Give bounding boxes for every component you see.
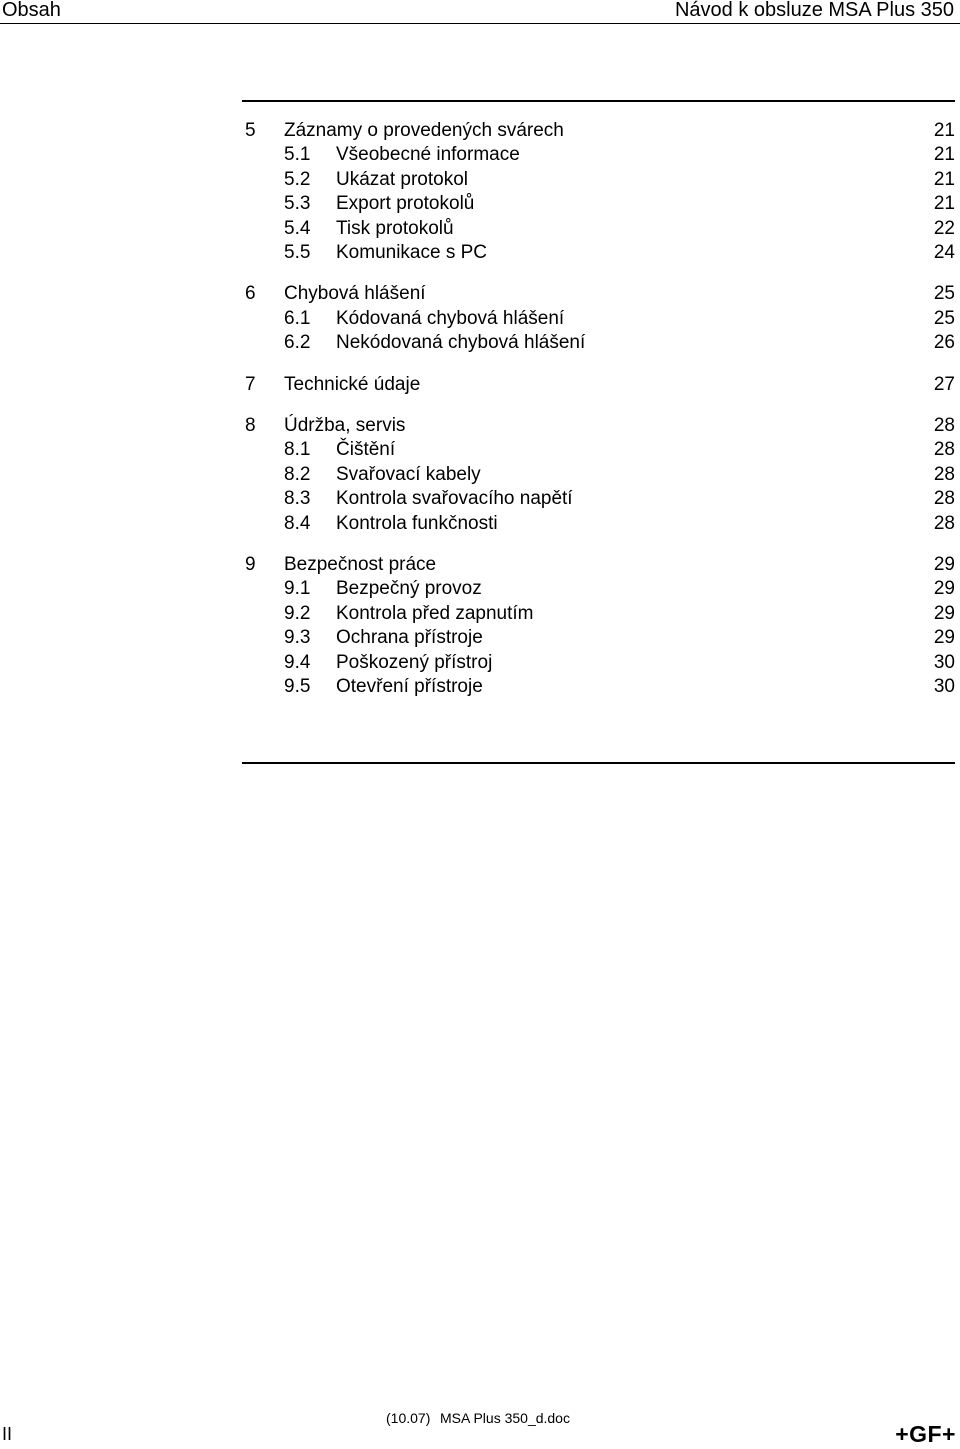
toc-entry-page: 22 [933,217,955,239]
toc-entry[interactable] [245,553,955,577]
toc-entry-page: 28 [933,415,955,436]
header-section-title: Obsah [2,0,61,21]
toc-entry[interactable] [245,438,955,462]
toc-entry[interactable] [245,307,955,331]
toc-entry-page: 29 [933,554,955,575]
toc-entry[interactable] [245,626,955,650]
toc-entry-number: 5.3 [284,193,311,215]
toc-entry-page: 21 [933,193,955,215]
toc-entry[interactable] [245,577,955,601]
gf-logo: +GF+ [895,1421,956,1447]
toc-entry[interactable] [245,463,955,487]
toc-entry-title: Otevření přístroje [336,676,483,697]
toc-entry-title: Poškozený přístroj [336,651,493,673]
toc-entry-page: 28 [933,463,955,485]
toc-entry-title: Kontrola svařovacího napětí [336,488,573,510]
toc-entry-title: Bezpečnost práce [284,554,437,575]
toc-entry-page: 30 [933,651,955,673]
toc-entry[interactable] [245,143,955,167]
toc-entry-page: 29 [933,602,955,624]
toc-entry-page: 29 [933,578,955,600]
toc-entry[interactable] [245,119,955,143]
toc-entry-title: Všeobecné informace [336,144,520,166]
toc-entry-number: 9.3 [284,627,311,649]
toc-entry-title: Kontrola funkčnosti [336,512,498,534]
toc-entry-number: 8.1 [284,439,311,461]
toc-entry-title: Ukázat protokol [336,168,469,190]
toc-entry[interactable] [245,487,955,511]
toc-entry-number: 7 [245,373,256,395]
toc-entry-number: 5.1 [284,144,311,166]
footer-filename: MSA Plus 350_d.doc [440,1410,570,1426]
toc-entry[interactable] [245,512,955,536]
toc-entry-page: 28 [933,488,955,510]
toc-entry-page: 24 [933,242,955,263]
toc-entry-number: 8.2 [284,463,311,485]
toc-entry-page: 21 [933,168,955,190]
toc-entry-number: 9.5 [284,676,311,697]
toc-entry-title: Čištění [336,439,396,461]
toc-entry[interactable] [245,602,955,626]
toc-entry-title: Kontrola před zapnutím [336,602,534,624]
toc-entry-page: 21 [933,120,955,141]
toc-entry[interactable] [245,168,955,192]
toc-entry-number: 5.4 [284,217,311,239]
header-document-title: Návod k obsluze MSA Plus 350 [674,0,954,21]
toc-entry[interactable] [245,217,955,241]
footer-date: (10.07) [386,1410,431,1426]
header-divider [0,23,960,24]
toc-entry-number: 6 [245,283,256,305]
toc-entry-page: 26 [933,332,955,354]
toc-entry[interactable] [245,192,955,216]
toc-entry[interactable] [245,282,955,306]
toc-entry-page: 25 [933,307,955,329]
toc-entry-page: 29 [933,627,955,649]
toc-entry-title: Záznamy o provedených svárech [284,120,564,141]
toc-entry-page: 21 [933,144,955,166]
toc-entry[interactable] [245,651,955,675]
toc-entry-title: Tisk protokolů [336,217,454,239]
toc-entry-title: Ochrana přístroje [336,627,483,649]
toc-entry-number: 9.2 [284,602,311,624]
toc-entry-number: 6.1 [284,307,311,329]
toc-entry-number: 8.4 [284,512,311,534]
toc-entry-page: 25 [933,283,955,305]
toc-entry-title: Nekódovaná chybová hlášení [336,332,586,354]
toc-entry-title: Kódovaná chybová hlášení [336,307,565,329]
toc-entry-title: Export protokolů [336,193,475,215]
toc-entry[interactable] [245,331,955,355]
toc-entry[interactable] [245,373,955,397]
toc-entry-page: 28 [933,439,955,461]
toc-bottom-rule [242,762,955,764]
toc-entry-title: Bezpečný provoz [336,578,482,600]
toc-entry-number: 9.4 [284,651,311,673]
toc-entry-title: Svařovací kabely [336,463,481,485]
toc-entry-page: 30 [933,676,955,697]
toc-entry-title: Údržba, servis [284,415,406,436]
toc-entry-title: Komunikace s PC [336,242,488,263]
toc-top-rule [242,100,955,102]
toc-entry[interactable] [245,241,955,265]
toc-entry-number: 5.5 [284,242,311,263]
toc-entry-number: 5.2 [284,168,311,190]
toc-entry-number: 9.1 [284,578,311,600]
toc-entry-title: Chybová hlášení [284,283,426,305]
toc-entry-number: 5 [245,120,256,141]
toc-entry-number: 8.3 [284,488,311,510]
toc-entry-number: 9 [245,554,256,575]
toc-entry-page: 27 [933,373,955,395]
footer-page-label: II [2,1424,13,1444]
toc-entry[interactable] [245,675,955,699]
toc-entry[interactable] [245,414,955,438]
toc-entry-number: 6.2 [284,332,311,354]
toc-entry-number: 8 [245,415,256,436]
toc-entry-page: 28 [933,512,955,534]
toc-entry-title: Technické údaje [284,373,421,395]
